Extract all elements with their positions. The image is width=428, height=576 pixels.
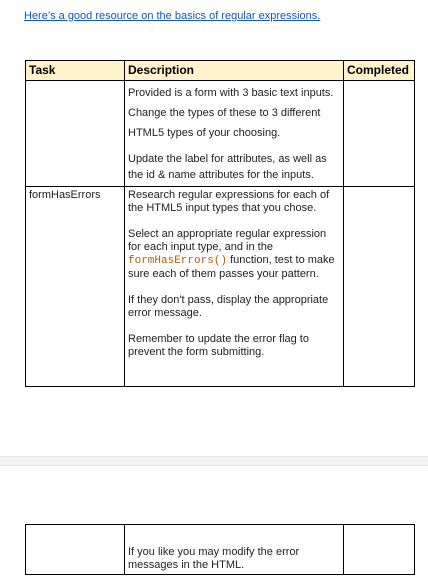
completed-cell[interactable] (344, 187, 415, 387)
header-task: Task (26, 61, 125, 81)
description-cell (125, 81, 344, 187)
task-table-continued (25, 524, 415, 575)
description-paragraph: Provided is a form with 3 basic text inputs. Change the types of these to 3 different HTML5 types of your choosing. (128, 87, 334, 139)
table-row (26, 81, 415, 187)
completed-cell[interactable] (344, 525, 415, 575)
function-name-code: formHasErrors() (128, 255, 228, 267)
task-cell (26, 81, 125, 187)
regex-resource-link[interactable]: Here’s a good resource on the basics of regular expressions. (24, 10, 321, 22)
description-paragraph: Update the label for attributes, as well as the id & name attributes for the inputs. (128, 153, 327, 181)
task-cell: formHasErrors (26, 187, 125, 387)
header-completed: Completed (344, 61, 415, 81)
table-row (26, 187, 415, 387)
description-paragraph: Research regular expressions for each of the HTML5 input types that you chose. (128, 189, 330, 214)
description-paragraph (128, 228, 340, 281)
task-table (25, 60, 415, 387)
text-fragment: Select an appropriate regular expression for each input type, and in the (128, 228, 327, 253)
header-description: Description (125, 61, 344, 81)
table-header-row (26, 61, 415, 81)
description-cell (125, 187, 344, 387)
description-paragraph: If they don't pass, display the appropriate error message. (128, 294, 329, 319)
description-paragraph: Remember to update the error flag to prevent the form submitting. (128, 333, 309, 358)
description-paragraph: If you like you may modify the error messages in the HTML. (128, 546, 300, 571)
description-cell (125, 525, 344, 575)
table-row (26, 525, 415, 575)
task-cell (26, 525, 125, 575)
completed-cell[interactable] (344, 81, 415, 187)
page-break (0, 456, 428, 466)
text-fragment: function, test to make sure each of them passes your pattern. (128, 254, 335, 280)
